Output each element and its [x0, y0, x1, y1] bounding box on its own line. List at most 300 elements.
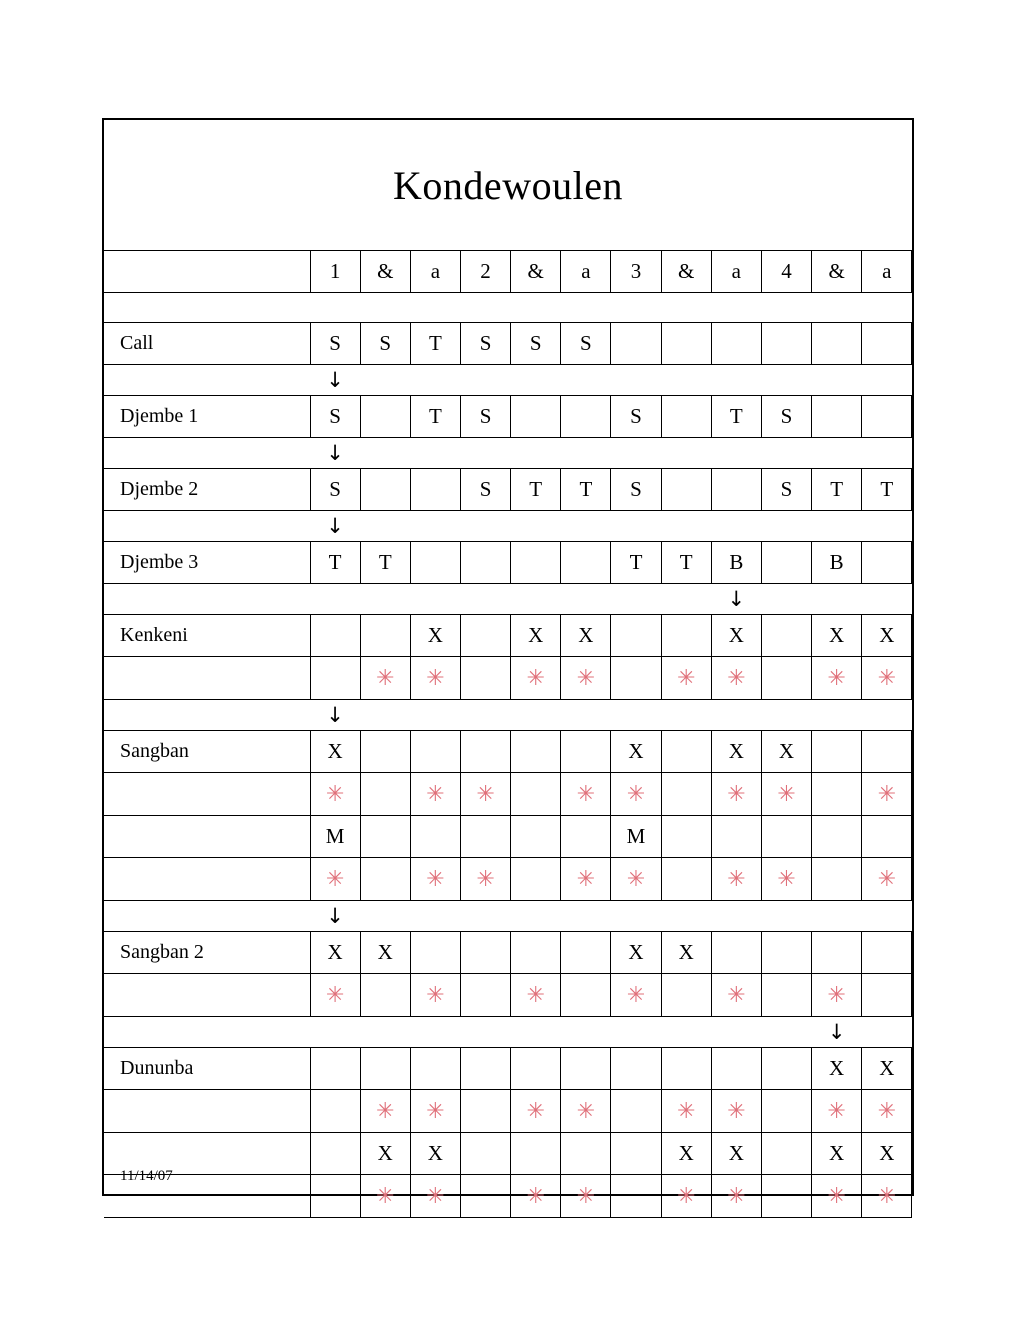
- accent-asterisk: ✳: [426, 781, 445, 806]
- call-cell-6[interactable]: [561, 323, 611, 365]
- rhythm-grid: [104, 250, 912, 1218]
- djembe-3-cell-1[interactable]: [310, 542, 360, 584]
- dununba-cell-8[interactable]: [661, 1048, 711, 1090]
- djembe-3-cell-5[interactable]: [511, 542, 561, 584]
- sangban-accents-cell-10[interactable]: [761, 773, 811, 816]
- accent-asterisk: ✳: [676, 1183, 696, 1208]
- sangban-accents-cell-2[interactable]: [360, 773, 410, 816]
- kenkeni-accents-cell-5[interactable]: [511, 657, 561, 700]
- spacer-cell-2: [360, 901, 410, 932]
- sangban-accents-cell-5[interactable]: [511, 773, 561, 816]
- beat-header-cell-10: 4: [761, 251, 811, 293]
- stroke-symbol: X: [728, 623, 744, 647]
- djembe-2-cell-9[interactable]: [711, 469, 761, 511]
- dununba-bell-cell-6[interactable]: [561, 1133, 611, 1175]
- djembe-1-cell-4[interactable]: [460, 396, 510, 438]
- spacer-cell-4: [460, 584, 510, 615]
- stroke-symbol: S: [479, 477, 492, 501]
- spacer-above-djembe-2-row: [104, 438, 912, 469]
- sangban-accents-cell-1[interactable]: [310, 773, 360, 816]
- spacer-cell-6: [561, 511, 611, 542]
- spacer-cell-11: [812, 511, 862, 542]
- call-cell-5[interactable]: [511, 323, 561, 365]
- djembe-2-cell-11[interactable]: [812, 469, 862, 511]
- sangban-2-accents-cell-10[interactable]: [761, 974, 811, 1017]
- djembe-1-cell-3[interactable]: [410, 396, 460, 438]
- sangban-accents-cell-12[interactable]: [862, 773, 912, 816]
- dununba-cell-4[interactable]: [460, 1048, 510, 1090]
- spacer-cell-12: [862, 700, 912, 731]
- dununba-accents-cell-11[interactable]: [812, 1090, 862, 1133]
- dununba-bell-cell-10[interactable]: [761, 1133, 811, 1175]
- sangban-2-accents-cell-6[interactable]: [561, 974, 611, 1017]
- djembe-1-cell-12[interactable]: [862, 396, 912, 438]
- sangban-bell-cell-2[interactable]: [360, 816, 410, 858]
- dununba-bell-cell-1[interactable]: [310, 1133, 360, 1175]
- djembe-3-cell-2[interactable]: [360, 542, 410, 584]
- spacer-cell-7: [611, 293, 661, 323]
- notation-sheet: [102, 118, 914, 1208]
- dununba-bell-cell-7[interactable]: [611, 1133, 661, 1175]
- dununba-bell-accents-cell-7[interactable]: [611, 1175, 661, 1218]
- instrument-label: Dununba: [104, 1048, 310, 1090]
- sangban-bell-accents-cell-12[interactable]: [862, 858, 912, 901]
- djembe-3-cell-6[interactable]: [561, 542, 611, 584]
- sangban-bell-accents-cell-4[interactable]: [460, 858, 510, 901]
- spacer-cell-12: [862, 901, 912, 932]
- dununba-bell-cell-5[interactable]: [511, 1133, 561, 1175]
- dununba-accents-cell-8[interactable]: [661, 1090, 711, 1133]
- spacer-cell-5: [511, 365, 561, 396]
- spacer-cell-3: [410, 293, 460, 323]
- dununba-bell-accents-cell-8[interactable]: [661, 1175, 711, 1218]
- sangban-accents-cell-7[interactable]: [611, 773, 661, 816]
- kenkeni-cell-8[interactable]: [661, 615, 711, 657]
- call-cell-1[interactable]: [310, 323, 360, 365]
- spacer-cell-1: [310, 901, 360, 932]
- dununba-accents-cell-6[interactable]: [561, 1090, 611, 1133]
- spacer-cell-5: [511, 1017, 561, 1048]
- djembe-1-cell-1[interactable]: [310, 396, 360, 438]
- kenkeni-accents-cell-2[interactable]: [360, 657, 410, 700]
- djembe-3-row: [104, 542, 912, 584]
- accent-asterisk: ✳: [827, 665, 846, 690]
- stroke-symbol: X: [578, 623, 594, 647]
- dununba-bell-accents-cell-4[interactable]: [460, 1175, 510, 1218]
- stroke-symbol: X: [879, 623, 895, 647]
- spacer-above-call-row: [104, 293, 912, 323]
- spacer-cell-9: [711, 365, 761, 396]
- beat-header-cell-9: a: [711, 251, 761, 293]
- spacer-cell-3: [410, 1017, 460, 1048]
- dununba-cell-10[interactable]: [761, 1048, 811, 1090]
- accent-asterisk: ✳: [877, 665, 897, 690]
- stroke-symbol: T: [378, 550, 392, 574]
- dununba-bell-cell-11[interactable]: [812, 1133, 862, 1175]
- spacer-cell-6: [561, 700, 611, 731]
- call-cell-2[interactable]: [360, 323, 410, 365]
- djembe-1-cell-5[interactable]: [511, 396, 561, 438]
- spacer-cell-10: [761, 293, 811, 323]
- kenkeni-accents-cell-12[interactable]: [862, 657, 912, 700]
- sangban-bell-accents-cell-3[interactable]: [410, 858, 460, 901]
- dununba-accents-cell-5[interactable]: [511, 1090, 561, 1133]
- entry-arrow-down-icon: ↓: [827, 1020, 846, 1044]
- call-cell-4[interactable]: [460, 323, 510, 365]
- sangban-bell-cell-1[interactable]: [310, 816, 360, 858]
- spacer-cell-9: [711, 293, 761, 323]
- stroke-symbol: M: [325, 824, 345, 848]
- djembe-1-cell-2[interactable]: [360, 396, 410, 438]
- sangban-cell-7[interactable]: [611, 731, 661, 773]
- sangban-2-cell-3[interactable]: [410, 932, 460, 974]
- sangban-bell-cell-9[interactable]: [711, 816, 761, 858]
- call-cell-11[interactable]: [812, 323, 862, 365]
- sangban-bell-cell-3[interactable]: [410, 816, 460, 858]
- spacer-cell-4: [460, 1017, 510, 1048]
- dununba-accents-cell-9[interactable]: [711, 1090, 761, 1133]
- djembe-2-cell-8[interactable]: [661, 469, 711, 511]
- stroke-symbol: S: [630, 404, 642, 428]
- spacer-above-sangban-row: [104, 700, 912, 731]
- sangban-2-accents-cell-7[interactable]: [611, 974, 661, 1017]
- spacer-above-djembe-1-row: [104, 365, 912, 396]
- kenkeni-cell-2[interactable]: [360, 615, 410, 657]
- dununba-bell-accents-cell-12[interactable]: [862, 1175, 912, 1218]
- spacer-cell-5: [511, 511, 561, 542]
- sangban-2-accents-cell-11[interactable]: [812, 974, 862, 1017]
- sangban-2-accents-cell-3[interactable]: [410, 974, 460, 1017]
- djembe-1-cell-8[interactable]: [661, 396, 711, 438]
- djembe-1-cell-11[interactable]: [812, 396, 862, 438]
- djembe-2-cell-1[interactable]: [310, 469, 360, 511]
- spacer-cell-12: [862, 438, 912, 469]
- sangban-accents-cell-11[interactable]: [812, 773, 862, 816]
- djembe-2-row: [104, 469, 912, 511]
- sangban-2-accents-row: [104, 974, 912, 1017]
- dununba-cell-7[interactable]: [611, 1048, 661, 1090]
- stroke-symbol: X: [628, 940, 644, 964]
- dununba-bell-cell-4[interactable]: [460, 1133, 510, 1175]
- instrument-label: Call: [104, 323, 310, 365]
- instrument-label: Djembe 3: [104, 542, 310, 584]
- sangban-cell-11[interactable]: [812, 731, 862, 773]
- spacer-cell-1: [310, 1017, 360, 1048]
- spacer-cell-6: [561, 365, 611, 396]
- call-cell-12[interactable]: [862, 323, 912, 365]
- stroke-symbol: X: [728, 739, 744, 763]
- sangban-cell-5[interactable]: [511, 731, 561, 773]
- kenkeni-accents-cell-1[interactable]: [310, 657, 360, 700]
- sangban-cell-9[interactable]: [711, 731, 761, 773]
- dununba-cell-1[interactable]: [310, 1048, 360, 1090]
- sangban-bell-cell-11[interactable]: [812, 816, 862, 858]
- kenkeni-accents-cell-4[interactable]: [460, 657, 510, 700]
- sangban-2-accents-cell-4[interactable]: [460, 974, 510, 1017]
- instrument-label: Sangban 2: [104, 932, 310, 974]
- djembe-3-cell-7[interactable]: [611, 542, 661, 584]
- dununba-bell-accents-cell-3[interactable]: [410, 1175, 460, 1218]
- sangban-accents-cell-4[interactable]: [460, 773, 510, 816]
- sangban-2-accents-cell-8[interactable]: [661, 974, 711, 1017]
- kenkeni-cell-10[interactable]: [761, 615, 811, 657]
- kenkeni-accents-cell-6[interactable]: [561, 657, 611, 700]
- sangban-cell-1[interactable]: [310, 731, 360, 773]
- dununba-cell-12[interactable]: [862, 1048, 912, 1090]
- accent-asterisk: ✳: [827, 982, 846, 1007]
- spacer-cell-10: [761, 901, 811, 932]
- stroke-symbol: T: [729, 404, 743, 428]
- sangban-cell-6[interactable]: [561, 731, 611, 773]
- djembe-2-cell-3[interactable]: [410, 469, 460, 511]
- call-cell-3[interactable]: [410, 323, 460, 365]
- sangban-2-cell-4[interactable]: [460, 932, 510, 974]
- sangban-bell-cell-5[interactable]: [511, 816, 561, 858]
- stroke-symbol: X: [327, 940, 343, 964]
- kenkeni-cell-3[interactable]: [410, 615, 460, 657]
- djembe-2-cell-12[interactable]: [862, 469, 912, 511]
- accent-asterisk: ✳: [526, 665, 545, 690]
- dununba-bell-accents-cell-2[interactable]: [360, 1175, 410, 1218]
- sangban-bell-cell-8[interactable]: [661, 816, 711, 858]
- kenkeni-accents-cell-8[interactable]: [661, 657, 711, 700]
- djembe-2-cell-6[interactable]: [561, 469, 611, 511]
- djembe-1-cell-7[interactable]: [611, 396, 661, 438]
- sangban-2-cell-11[interactable]: [812, 932, 862, 974]
- sangban-2-accents-cell-12[interactable]: [862, 974, 912, 1017]
- sangban-accents-cell-8[interactable]: [661, 773, 711, 816]
- stroke-symbol: S: [329, 404, 341, 428]
- sangban-bell-cell-12[interactable]: [862, 816, 912, 858]
- spacer-cell-9: [711, 901, 761, 932]
- spacer-cell-3: [410, 584, 460, 615]
- djembe-3-cell-4[interactable]: [460, 542, 510, 584]
- accent-asterisk: ✳: [325, 982, 345, 1007]
- sangban-2-cell-7[interactable]: [611, 932, 661, 974]
- djembe-3-cell-11[interactable]: [812, 542, 862, 584]
- stroke-symbol: X: [427, 623, 443, 647]
- spacer-cell-6: [561, 901, 611, 932]
- dununba-cell-2[interactable]: [360, 1048, 410, 1090]
- sangban-cell-4[interactable]: [460, 731, 510, 773]
- stroke-symbol: S: [379, 331, 392, 355]
- dununba-bell-cell-8[interactable]: [661, 1133, 711, 1175]
- sangban-2-accents-cell-1[interactable]: [310, 974, 360, 1017]
- stroke-symbol: S: [479, 331, 492, 355]
- sangban-bell-accents-row: [104, 858, 912, 901]
- call-cell-9[interactable]: [711, 323, 761, 365]
- sangban-bell-accents-cell-2[interactable]: [360, 858, 410, 901]
- djembe-3-cell-10[interactable]: [761, 542, 811, 584]
- djembe-1-cell-9[interactable]: [711, 396, 761, 438]
- djembe-1-cell-10[interactable]: [761, 396, 811, 438]
- kenkeni-cell-7[interactable]: [611, 615, 661, 657]
- spacer-cell-12: [862, 293, 912, 323]
- stroke-symbol: S: [329, 331, 341, 355]
- dununba-accents-cell-7[interactable]: [611, 1090, 661, 1133]
- dununba-cell-5[interactable]: [511, 1048, 561, 1090]
- instrument-label: Kenkeni: [104, 615, 310, 657]
- sangban-cell-12[interactable]: [862, 731, 912, 773]
- sangban-bell-accents-cell-1[interactable]: [310, 858, 360, 901]
- sangban-cell-2[interactable]: [360, 731, 410, 773]
- dununba-bell-cell-9[interactable]: [711, 1133, 761, 1175]
- page-title: Kondewoulen: [393, 162, 623, 208]
- call-cell-8[interactable]: [661, 323, 711, 365]
- dununba-cell-11[interactable]: [812, 1048, 862, 1090]
- sangban-bell-accents-cell-7[interactable]: [611, 858, 661, 901]
- djembe-3-cell-12[interactable]: [862, 542, 912, 584]
- spacer-cell-2: [360, 365, 410, 396]
- call-cell-10[interactable]: [761, 323, 811, 365]
- sangban-2-accents-cell-9[interactable]: [711, 974, 761, 1017]
- sangban-cell-3[interactable]: [410, 731, 460, 773]
- spacer-cell-11: [812, 365, 862, 396]
- dununba-cell-9[interactable]: [711, 1048, 761, 1090]
- dununba-cell-6[interactable]: [561, 1048, 611, 1090]
- stroke-symbol: X: [778, 739, 795, 763]
- stroke-symbol: X: [678, 1141, 694, 1165]
- sangban-cell-10[interactable]: [761, 731, 811, 773]
- sangban-bell-cell-10[interactable]: [761, 816, 811, 858]
- continuation-label: [104, 858, 310, 901]
- dununba-accents-cell-1[interactable]: [310, 1090, 360, 1133]
- kenkeni-cell-11[interactable]: [812, 615, 862, 657]
- sangban-bell-accents-cell-10[interactable]: [761, 858, 811, 901]
- sangban-accents-row: [104, 773, 912, 816]
- kenkeni-accents-cell-10[interactable]: [761, 657, 811, 700]
- djembe-1-cell-6[interactable]: [561, 396, 611, 438]
- instrument-label: Sangban: [104, 731, 310, 773]
- djembe-2-cell-2[interactable]: [360, 469, 410, 511]
- sangban-bell-cell-6[interactable]: [561, 816, 611, 858]
- sangban-2-cell-9[interactable]: [711, 932, 761, 974]
- dununba-bell-cell-12[interactable]: [862, 1133, 912, 1175]
- djembe-2-cell-5[interactable]: [511, 469, 561, 511]
- sangban-accents-cell-9[interactable]: [711, 773, 761, 816]
- accent-asterisk: ✳: [376, 1183, 395, 1208]
- sangban-bell-cell-7[interactable]: [611, 816, 661, 858]
- kenkeni-cell-4[interactable]: [460, 615, 510, 657]
- sangban-bell-accents-cell-8[interactable]: [661, 858, 711, 901]
- accent-asterisk: ✳: [727, 866, 746, 891]
- kenkeni-accents-cell-11[interactable]: [812, 657, 862, 700]
- entry-arrow-down-icon: ↓: [326, 368, 344, 392]
- kenkeni-accents-cell-9[interactable]: [711, 657, 761, 700]
- spacer-cell-4: [460, 438, 510, 469]
- sangban-bell-cell-4[interactable]: [460, 816, 510, 858]
- djembe-2-cell-10[interactable]: [761, 469, 811, 511]
- spacer-label: [104, 293, 310, 323]
- sangban-2-cell-1[interactable]: [310, 932, 360, 974]
- sangban-cell-8[interactable]: [661, 731, 711, 773]
- spacer-label: [104, 365, 310, 396]
- dununba-accents-cell-10[interactable]: [761, 1090, 811, 1133]
- kenkeni-accents-cell-3[interactable]: [410, 657, 460, 700]
- spacer-cell-7: [611, 438, 661, 469]
- kenkeni-cell-12[interactable]: [862, 615, 912, 657]
- spacer-cell-3: [410, 438, 460, 469]
- stroke-symbol: T: [428, 404, 442, 428]
- kenkeni-accents-cell-7[interactable]: [611, 657, 661, 700]
- dununba-accents-cell-3[interactable]: [410, 1090, 460, 1133]
- kenkeni-cell-1[interactable]: [310, 615, 360, 657]
- djembe-3-cell-9[interactable]: [711, 542, 761, 584]
- sangban-2-cell-2[interactable]: [360, 932, 410, 974]
- djembe-2-cell-7[interactable]: [611, 469, 661, 511]
- spacer-cell-5: [511, 438, 561, 469]
- instrument-label: Djembe 2: [104, 469, 310, 511]
- dununba-bell-accents-cell-6[interactable]: [561, 1175, 611, 1218]
- entry-arrow-down-icon: ↓: [326, 514, 344, 538]
- kenkeni-cell-6[interactable]: [561, 615, 611, 657]
- sangban-bell-accents-cell-6[interactable]: [561, 858, 611, 901]
- spacer-cell-7: [611, 365, 661, 396]
- dununba-accents-cell-2[interactable]: [360, 1090, 410, 1133]
- dununba-bell-accents-cell-10[interactable]: [761, 1175, 811, 1218]
- accent-asterisk: ✳: [877, 1098, 897, 1123]
- sangban-bell-accents-cell-5[interactable]: [511, 858, 561, 901]
- sangban-2-cell-6[interactable]: [561, 932, 611, 974]
- sangban-bell-row: [104, 816, 912, 858]
- sangban-2-accents-cell-2[interactable]: [360, 974, 410, 1017]
- spacer-cell-2: [360, 700, 410, 731]
- spacer-above-djembe-3-row: [104, 511, 912, 542]
- sangban-accents-cell-3[interactable]: [410, 773, 460, 816]
- accent-asterisk: ✳: [877, 866, 897, 891]
- stroke-symbol: S: [780, 477, 793, 501]
- spacer-cell-3: [410, 700, 460, 731]
- stroke-symbol: T: [529, 477, 543, 501]
- spacer-cell-7: [611, 584, 661, 615]
- dununba-bell-cell-3[interactable]: [410, 1133, 460, 1175]
- spacer-cell-5: [511, 901, 561, 932]
- sangban-2-cell-12[interactable]: [862, 932, 912, 974]
- spacer-cell-2: [360, 511, 410, 542]
- sangban-accents-cell-6[interactable]: [561, 773, 611, 816]
- sangban-2-accents-cell-5[interactable]: [511, 974, 561, 1017]
- sangban-2-cell-5[interactable]: [511, 932, 561, 974]
- sangban-bell-accents-cell-11[interactable]: [812, 858, 862, 901]
- spacer-above-sangban-2-row: [104, 901, 912, 932]
- stroke-symbol: S: [479, 404, 492, 428]
- djembe-2-cell-4[interactable]: [460, 469, 510, 511]
- kenkeni-cell-9[interactable]: [711, 615, 761, 657]
- djembe-3-cell-3[interactable]: [410, 542, 460, 584]
- dununba-bell-accents-cell-1[interactable]: [310, 1175, 360, 1218]
- dununba-accents-cell-4[interactable]: [460, 1090, 510, 1133]
- dununba-bell-accents-cell-9[interactable]: [711, 1175, 761, 1218]
- sangban-2-cell-8[interactable]: [661, 932, 711, 974]
- spacer-above-dununba-row: [104, 1017, 912, 1048]
- call-cell-7[interactable]: [611, 323, 661, 365]
- sangban-bell-accents-cell-9[interactable]: [711, 858, 761, 901]
- spacer-cell-4: [460, 511, 510, 542]
- beat-header-cell-11: &: [812, 251, 862, 293]
- dununba-cell-3[interactable]: [410, 1048, 460, 1090]
- sangban-2-cell-10[interactable]: [761, 932, 811, 974]
- djembe-3-cell-8[interactable]: [661, 542, 711, 584]
- entry-arrow-down-icon: ↓: [326, 441, 344, 465]
- beat-header-cell-4: 2: [460, 251, 510, 293]
- accent-asterisk: ✳: [777, 866, 796, 891]
- dununba-accents-cell-12[interactable]: [862, 1090, 912, 1133]
- kenkeni-cell-5[interactable]: [511, 615, 561, 657]
- dununba-bell-cell-2[interactable]: [360, 1133, 410, 1175]
- dununba-bell-accents-cell-5[interactable]: [511, 1175, 561, 1218]
- spacer-cell-6: [561, 1017, 611, 1048]
- dununba-bell-accents-cell-11[interactable]: [812, 1175, 862, 1218]
